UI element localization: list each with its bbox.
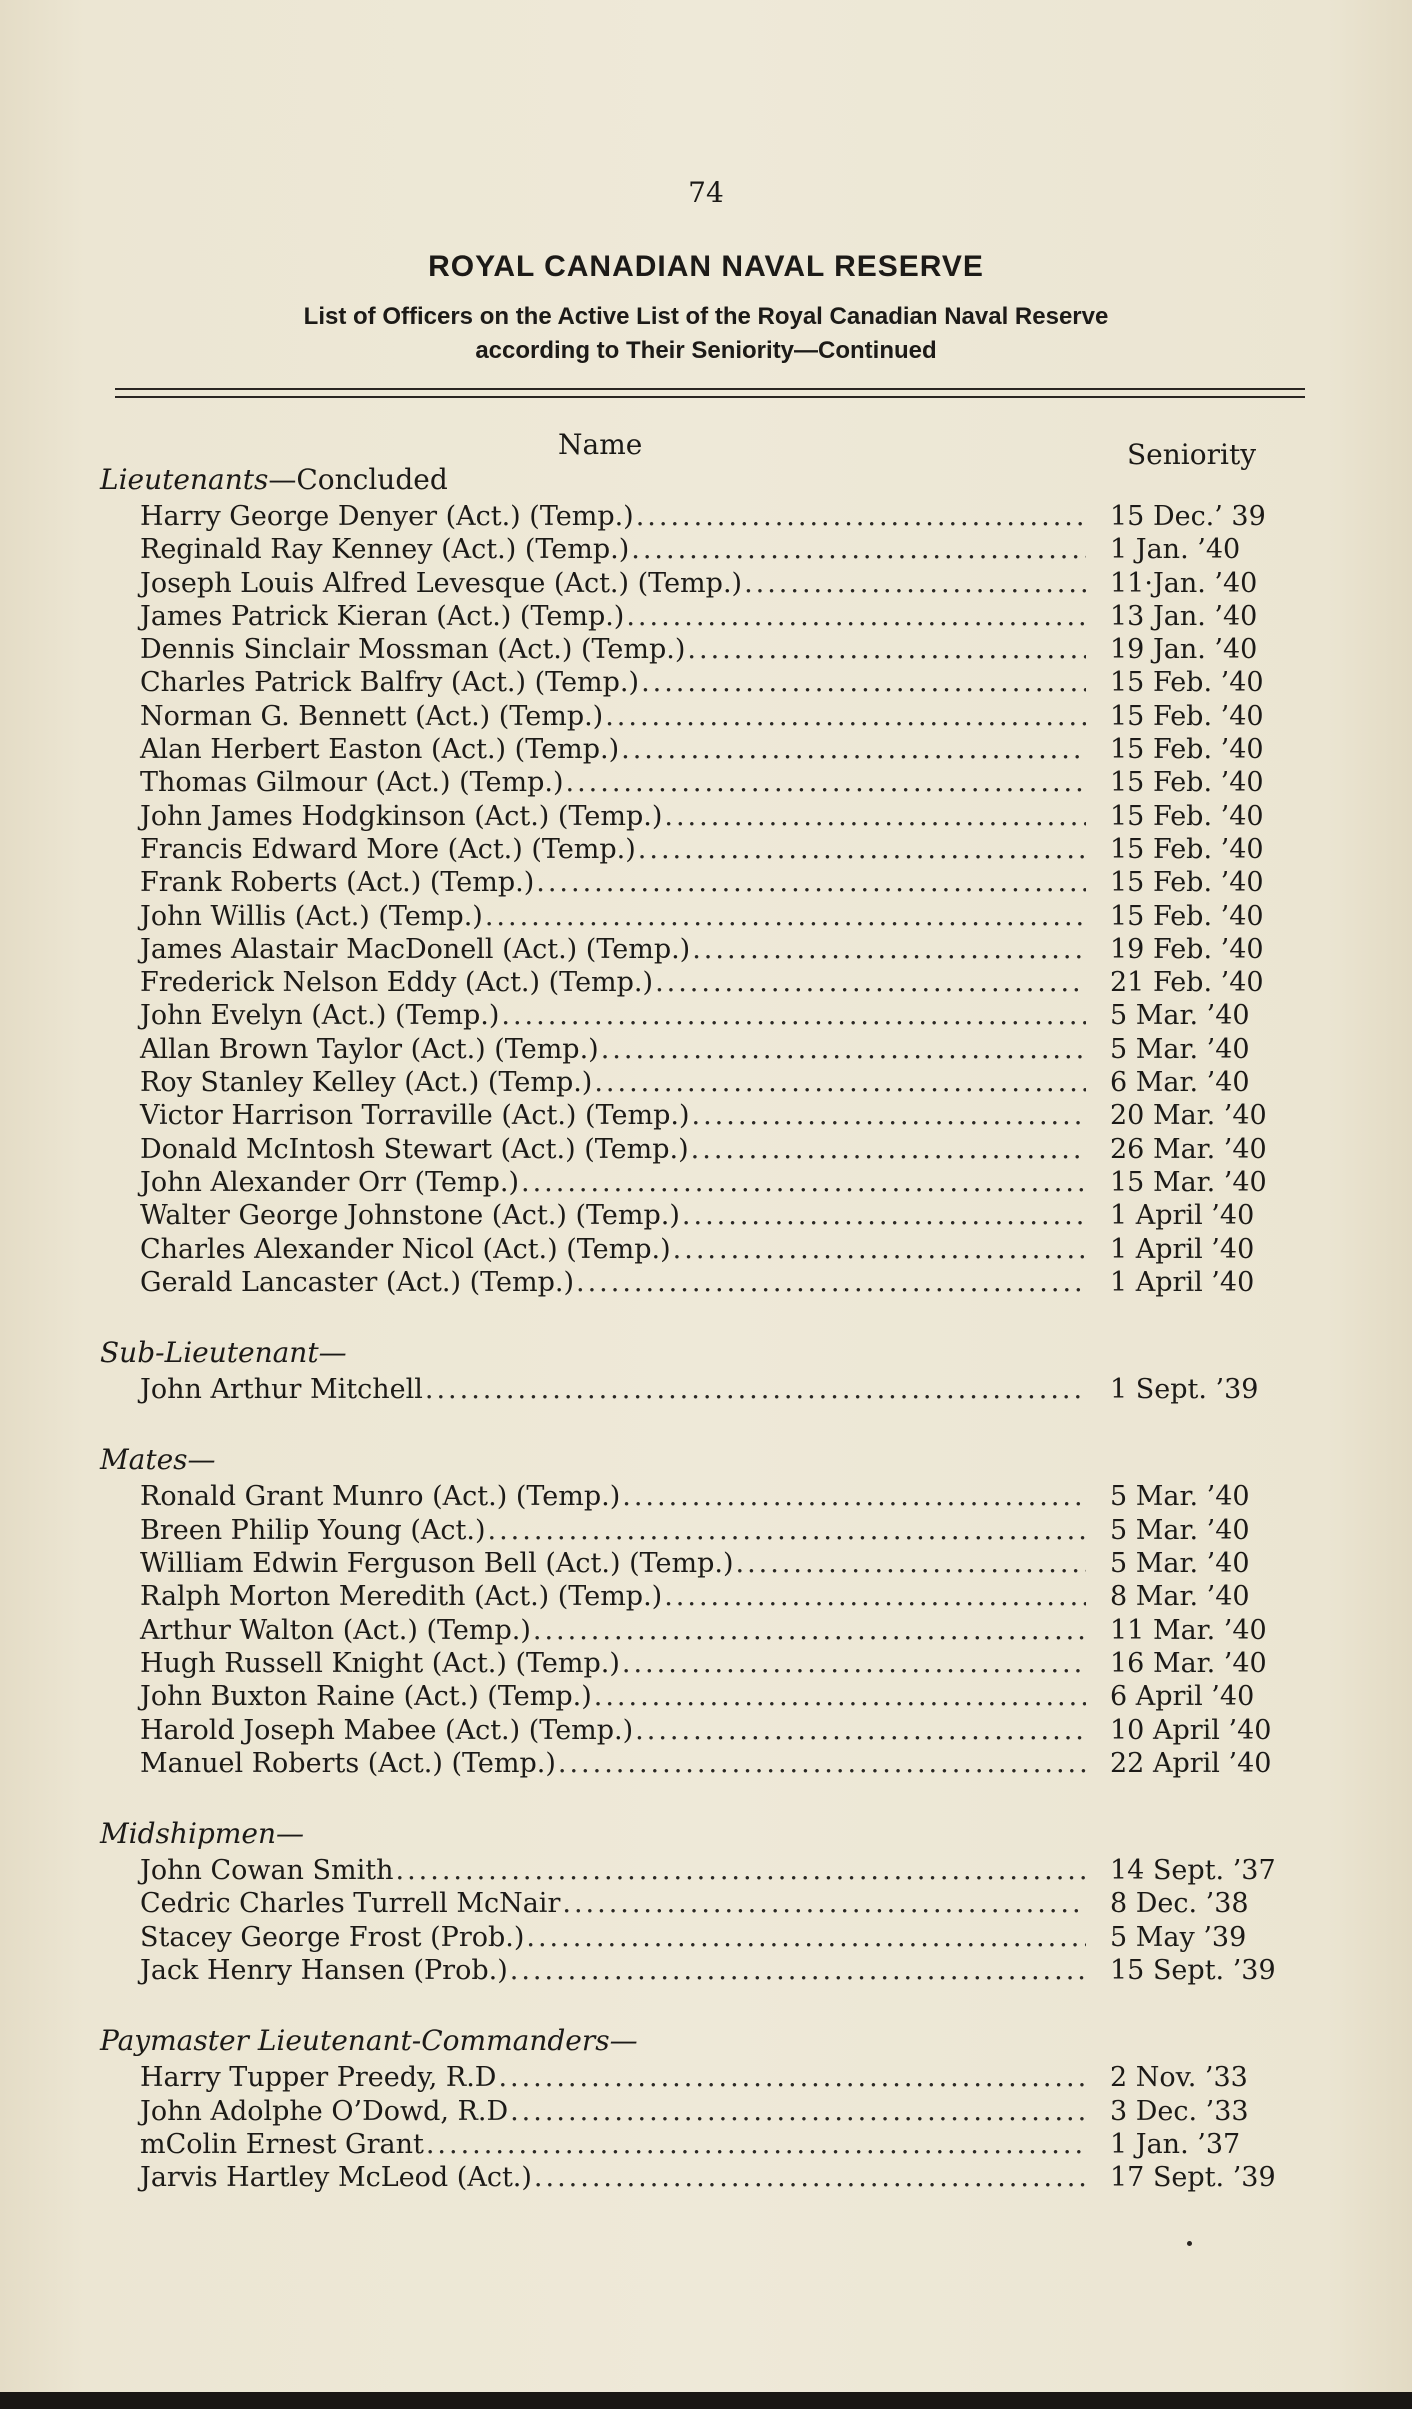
officer-name: James Alastair MacDonell (Act.) (Temp.): [140, 933, 691, 965]
officer-row: [100, 1921, 1300, 1954]
officer-row: [100, 1747, 1300, 1780]
section-heading-label: Mates—: [100, 1443, 216, 1477]
officer-list: [100, 460, 1300, 2194]
officer-seniority: 19 Jan. ’40: [1110, 634, 1258, 666]
officer-name: Francis Edward More (Act.) (Temp.): [140, 833, 636, 865]
officer-row: [100, 999, 1300, 1032]
officer-row: [100, 1266, 1300, 1299]
officer-name: Cedric Charles Turrell McNair: [140, 1888, 561, 1920]
column-header-seniority: Seniority: [1127, 438, 1257, 471]
officer-row: [100, 2161, 1300, 2194]
section-gap: [100, 1987, 1300, 2021]
officer-row: [100, 733, 1300, 766]
officer-row: [100, 1480, 1300, 1513]
officer-name: John Cowan Smith: [140, 1855, 394, 1887]
dot-leader: [635, 1714, 1086, 1747]
header-rule-bottom: [115, 396, 1305, 398]
section-heading: [100, 1333, 1300, 1373]
officer-row: [100, 1514, 1300, 1547]
officer-name: James Patrick Kieran (Act.) (Temp.): [140, 600, 625, 632]
officer-name: John James Hodgkinson (Act.) (Temp.): [140, 800, 663, 832]
officer-name: Frank Roberts (Act.) (Temp.): [140, 867, 535, 899]
officer-name: Harry George Denyer (Act.) (Temp.): [140, 501, 634, 532]
dot-leader: [736, 1547, 1086, 1580]
officer-seniority: 17 Sept. ’39: [1110, 2162, 1276, 2194]
officer-name: Alan Herbert Easton (Act.) (Temp.): [140, 734, 620, 766]
dot-leader: [576, 1266, 1086, 1299]
officer-name: John Willis (Act.) (Temp.): [140, 900, 483, 932]
page-title: ROYAL CANADIAN NAVAL RESERVE: [428, 250, 984, 283]
section-heading: [100, 1814, 1300, 1854]
section-heading: [100, 460, 1300, 500]
section-heading-label: Midshipmen—: [100, 1817, 304, 1851]
officer-seniority: 13 Jan. ’40: [1110, 600, 1258, 632]
officer-name: Reginald Ray Kenney (Act.) (Temp.): [140, 534, 630, 566]
officer-name: Harold Joseph Mabee (Act.) (Temp.): [140, 1714, 634, 1746]
officer-row: [100, 600, 1300, 633]
dot-leader: [533, 1614, 1086, 1647]
dot-leader: [594, 1066, 1086, 1099]
section-heading: [100, 2021, 1300, 2061]
dot-leader: [521, 1166, 1086, 1199]
dot-leader: [664, 800, 1086, 833]
officer-name: William Edwin Ferguson Bell (Act.) (Temp.): [140, 1548, 734, 1580]
officer-name: John Buxton Raine (Act.) (Temp.): [140, 1681, 592, 1713]
officer-seniority: 1 April ’40: [1110, 1200, 1255, 1232]
dot-leader: [562, 1887, 1086, 1920]
officer-row: [100, 533, 1300, 566]
officer-seniority: 15 Feb. ’40: [1110, 900, 1264, 932]
officer-seniority: 15 Feb. ’40: [1110, 767, 1264, 799]
subtitle-line-1: List of Officers on the Active List of the Royal Canadian Naval Reserve: [303, 303, 1109, 330]
officer-name: John Alexander Orr (Temp.): [140, 1166, 519, 1198]
officer-seniority: 1 April ’40: [1110, 1233, 1255, 1265]
officer-name: Jarvis Hartley McLeod (Act.): [140, 2162, 532, 2194]
officer-row: [100, 2128, 1300, 2161]
dot-leader: [691, 1099, 1086, 1132]
officer-row: [100, 2061, 1300, 2094]
officer-name: Charles Patrick Balfry (Act.) (Temp.): [140, 667, 640, 699]
officer-seniority: 6 April ’40: [1110, 1681, 1255, 1713]
officer-seniority: 15 Sept. ’39: [1110, 1954, 1276, 1986]
officer-row: [100, 2095, 1300, 2128]
officer-row: [100, 1614, 1300, 1647]
officer-seniority: 5 Mar. ’40: [1110, 1548, 1250, 1580]
officer-row: [100, 1580, 1300, 1613]
officer-row: [100, 1233, 1300, 1266]
officer-seniority: 5 Mar. ’40: [1110, 1000, 1250, 1032]
officer-seniority: 15 Mar. ’40: [1110, 1166, 1267, 1198]
officer-name: Breen Philip Young (Act.): [140, 1514, 486, 1546]
dot-leader: [526, 1921, 1086, 1954]
officer-name: Ronald Grant Munro (Act.) (Temp.): [140, 1481, 621, 1513]
officer-seniority: 10 April ’40: [1110, 1714, 1272, 1746]
officer-seniority: 1 Jan. ’37: [1110, 2128, 1241, 2160]
scan-bottom-edge: [0, 2392, 1412, 2409]
dot-leader: [631, 533, 1086, 566]
section-gap: [100, 1780, 1300, 1814]
dot-leader: [744, 567, 1086, 600]
officer-row: [100, 933, 1300, 966]
dot-leader: [626, 600, 1086, 633]
officer-name: Arthur Walton (Act.) (Temp.): [140, 1614, 531, 1646]
officer-row: [100, 1547, 1300, 1580]
officer-name: Thomas Gilmour (Act.) (Temp.): [140, 767, 564, 799]
dot-leader: [622, 1647, 1086, 1680]
dot-leader: [691, 1133, 1086, 1166]
dot-leader: [488, 1514, 1086, 1547]
officer-seniority: 21 Feb. ’40: [1110, 967, 1264, 999]
dot-leader: [673, 1233, 1086, 1266]
officer-seniority: 8 Mar. ’40: [1110, 1581, 1250, 1613]
officer-row: [100, 766, 1300, 799]
dot-leader: [510, 2095, 1086, 2128]
officer-seniority: 19 Feb. ’40: [1110, 933, 1264, 965]
officer-seniority: 16 Mar. ’40: [1110, 1647, 1267, 1679]
officer-seniority: 11 Mar. ’40: [1110, 1614, 1267, 1646]
officer-row: [100, 666, 1300, 699]
dot-leader: [594, 1680, 1086, 1713]
officer-seniority: 15 Feb. ’40: [1110, 800, 1264, 832]
officer-seniority: 3 Dec. ’33: [1110, 2095, 1249, 2127]
section-heading-label: Paymaster Lieutenant-Commanders—: [100, 2024, 638, 2058]
officer-row: [100, 1033, 1300, 1066]
dot-leader: [536, 866, 1086, 899]
officer-row: [100, 1066, 1300, 1099]
officer-name: Stacey George Frost (Prob.): [140, 1921, 525, 1953]
page-number: 74: [688, 176, 724, 209]
officer-row: [100, 567, 1300, 600]
officer-row: [100, 966, 1300, 999]
section-heading-label: Lieutenants: [100, 463, 269, 496]
officer-name: Jack Henry Hansen (Prob.): [140, 1954, 508, 1986]
officer-seniority: 1 Jan. ’40: [1110, 534, 1241, 566]
dot-leader: [534, 2161, 1086, 2194]
officer-name: Ralph Morton Meredith (Act.) (Temp.): [140, 1581, 663, 1613]
dot-leader: [558, 1747, 1086, 1780]
officer-name: Joseph Louis Alfred Levesque (Act.) (Temp.): [140, 567, 743, 599]
dot-leader: [638, 833, 1086, 866]
dot-leader: [510, 1954, 1086, 1987]
officer-name: Frederick Nelson Eddy (Act.) (Temp.): [140, 967, 654, 999]
officer-seniority: 20 Mar. ’40: [1110, 1100, 1267, 1132]
officer-row: [100, 1099, 1300, 1132]
officer-name: Walter George Johnstone (Act.) (Temp.): [140, 1200, 680, 1232]
officer-row: [100, 800, 1300, 833]
dot-leader: [655, 966, 1086, 999]
dot-leader: [692, 933, 1086, 966]
officer-seniority: 5 May ’39: [1110, 1921, 1247, 1953]
officer-row: [100, 1373, 1300, 1406]
officer-seniority: 6 Mar. ’40: [1110, 1067, 1250, 1099]
officer-seniority: 15 Feb. ’40: [1110, 667, 1264, 699]
officer-row: [100, 900, 1300, 933]
officer-seniority: 5 Mar. ’40: [1110, 1514, 1250, 1546]
officer-row: [100, 1714, 1300, 1747]
dot-leader: [682, 1199, 1086, 1232]
section-heading-label: Sub-Lieutenant—: [100, 1336, 347, 1370]
officer-name: Norman G. Bennett (Act.) (Temp.): [140, 700, 604, 732]
section-gap: [100, 1406, 1300, 1440]
officer-row: [100, 1887, 1300, 1920]
officer-name: Manuel Roberts (Act.) (Temp.): [140, 1747, 556, 1779]
header-rule-top: [115, 388, 1305, 390]
subtitle-line-2: according to Their Seniority—Continued: [475, 337, 937, 364]
officer-name: Hugh Russell Knight (Act.) (Temp.): [140, 1647, 620, 1679]
dot-leader: [641, 666, 1086, 699]
officer-name: John Evelyn (Act.) (Temp.): [140, 1000, 500, 1032]
officer-row: [100, 1199, 1300, 1232]
officer-seniority: 1 Sept. ’39: [1110, 1374, 1259, 1406]
officer-name: Charles Alexander Nicol (Act.) (Temp.): [140, 1233, 671, 1265]
officer-name: Donald McIntosh Stewart (Act.) (Temp.): [140, 1133, 689, 1165]
dot-leader: [621, 733, 1086, 766]
officer-row: [100, 1133, 1300, 1166]
column-header-name: Name: [558, 428, 643, 461]
dot-leader: [426, 2128, 1086, 2161]
officer-row: [100, 1166, 1300, 1199]
officer-row: [100, 633, 1300, 666]
dot-leader: [664, 1580, 1086, 1613]
officer-seniority: 15 Dec.’ 39: [1110, 501, 1266, 532]
officer-name: Roy Stanley Kelley (Act.) (Temp.): [140, 1067, 593, 1099]
officer-name: John Arthur Mitchell: [140, 1374, 423, 1406]
officer-seniority: 5 Mar. ’40: [1110, 1481, 1250, 1513]
officer-row: [100, 700, 1300, 733]
officer-seniority: 8 Dec. ’38: [1110, 1888, 1249, 1920]
dot-leader: [485, 900, 1086, 933]
officer-name: Dennis Sinclair Mossman (Act.) (Temp.): [140, 634, 686, 666]
page-subtitle: [0, 300, 1412, 368]
officer-row: [100, 833, 1300, 866]
dot-leader: [601, 1033, 1086, 1066]
officer-name: Harry Tupper Preedy, R.D: [140, 2062, 497, 2094]
dot-leader: [622, 1480, 1086, 1513]
officer-seniority: 5 Mar. ’40: [1110, 1033, 1250, 1065]
officer-seniority: 1 April ’40: [1110, 1266, 1255, 1298]
officer-name: Victor Harrison Torraville (Act.) (Temp.): [140, 1100, 690, 1132]
officer-row: [100, 866, 1300, 899]
section-heading-suffix: —Concluded: [268, 463, 448, 496]
dot-leader: [498, 2061, 1086, 2094]
officer-seniority: 22 April ’40: [1110, 1747, 1272, 1779]
officer-seniority: 15 Feb. ’40: [1110, 734, 1264, 766]
officer-seniority: 2 Nov. ’33: [1110, 2062, 1248, 2094]
officer-seniority: 26 Mar. ’40: [1110, 1133, 1267, 1165]
officer-row: [100, 1647, 1300, 1680]
dot-leader: [425, 1373, 1086, 1406]
dot-leader: [396, 1854, 1086, 1887]
officer-name: Allan Brown Taylor (Act.) (Temp.): [140, 1033, 599, 1065]
dot-leader: [605, 700, 1086, 733]
officer-name: Gerald Lancaster (Act.) (Temp.): [140, 1266, 574, 1298]
section-heading: [100, 1440, 1300, 1480]
officer-seniority: 11·Jan. ’40: [1110, 567, 1258, 599]
officer-row: [100, 1954, 1300, 1987]
officer-name: John Adolphe O’Dowd, R.D: [140, 2095, 509, 2127]
officer-row: [100, 500, 1300, 533]
officer-seniority: 15 Feb. ’40: [1110, 700, 1264, 732]
officer-seniority: 15 Feb. ’40: [1110, 833, 1264, 865]
dot-leader: [687, 633, 1086, 666]
dot-leader: [636, 500, 1086, 533]
officer-row: [100, 1854, 1300, 1887]
dot-leader: [501, 999, 1086, 1032]
officer-row: [100, 1680, 1300, 1713]
officer-seniority: 14 Sept. ’37: [1110, 1855, 1276, 1887]
officer-seniority: 15 Feb. ’40: [1110, 867, 1264, 899]
section-gap: [100, 1299, 1300, 1333]
dot-leader: [566, 766, 1087, 799]
print-mark: [1187, 2241, 1192, 2246]
officer-name: mColin Ernest Grant: [140, 2128, 424, 2160]
